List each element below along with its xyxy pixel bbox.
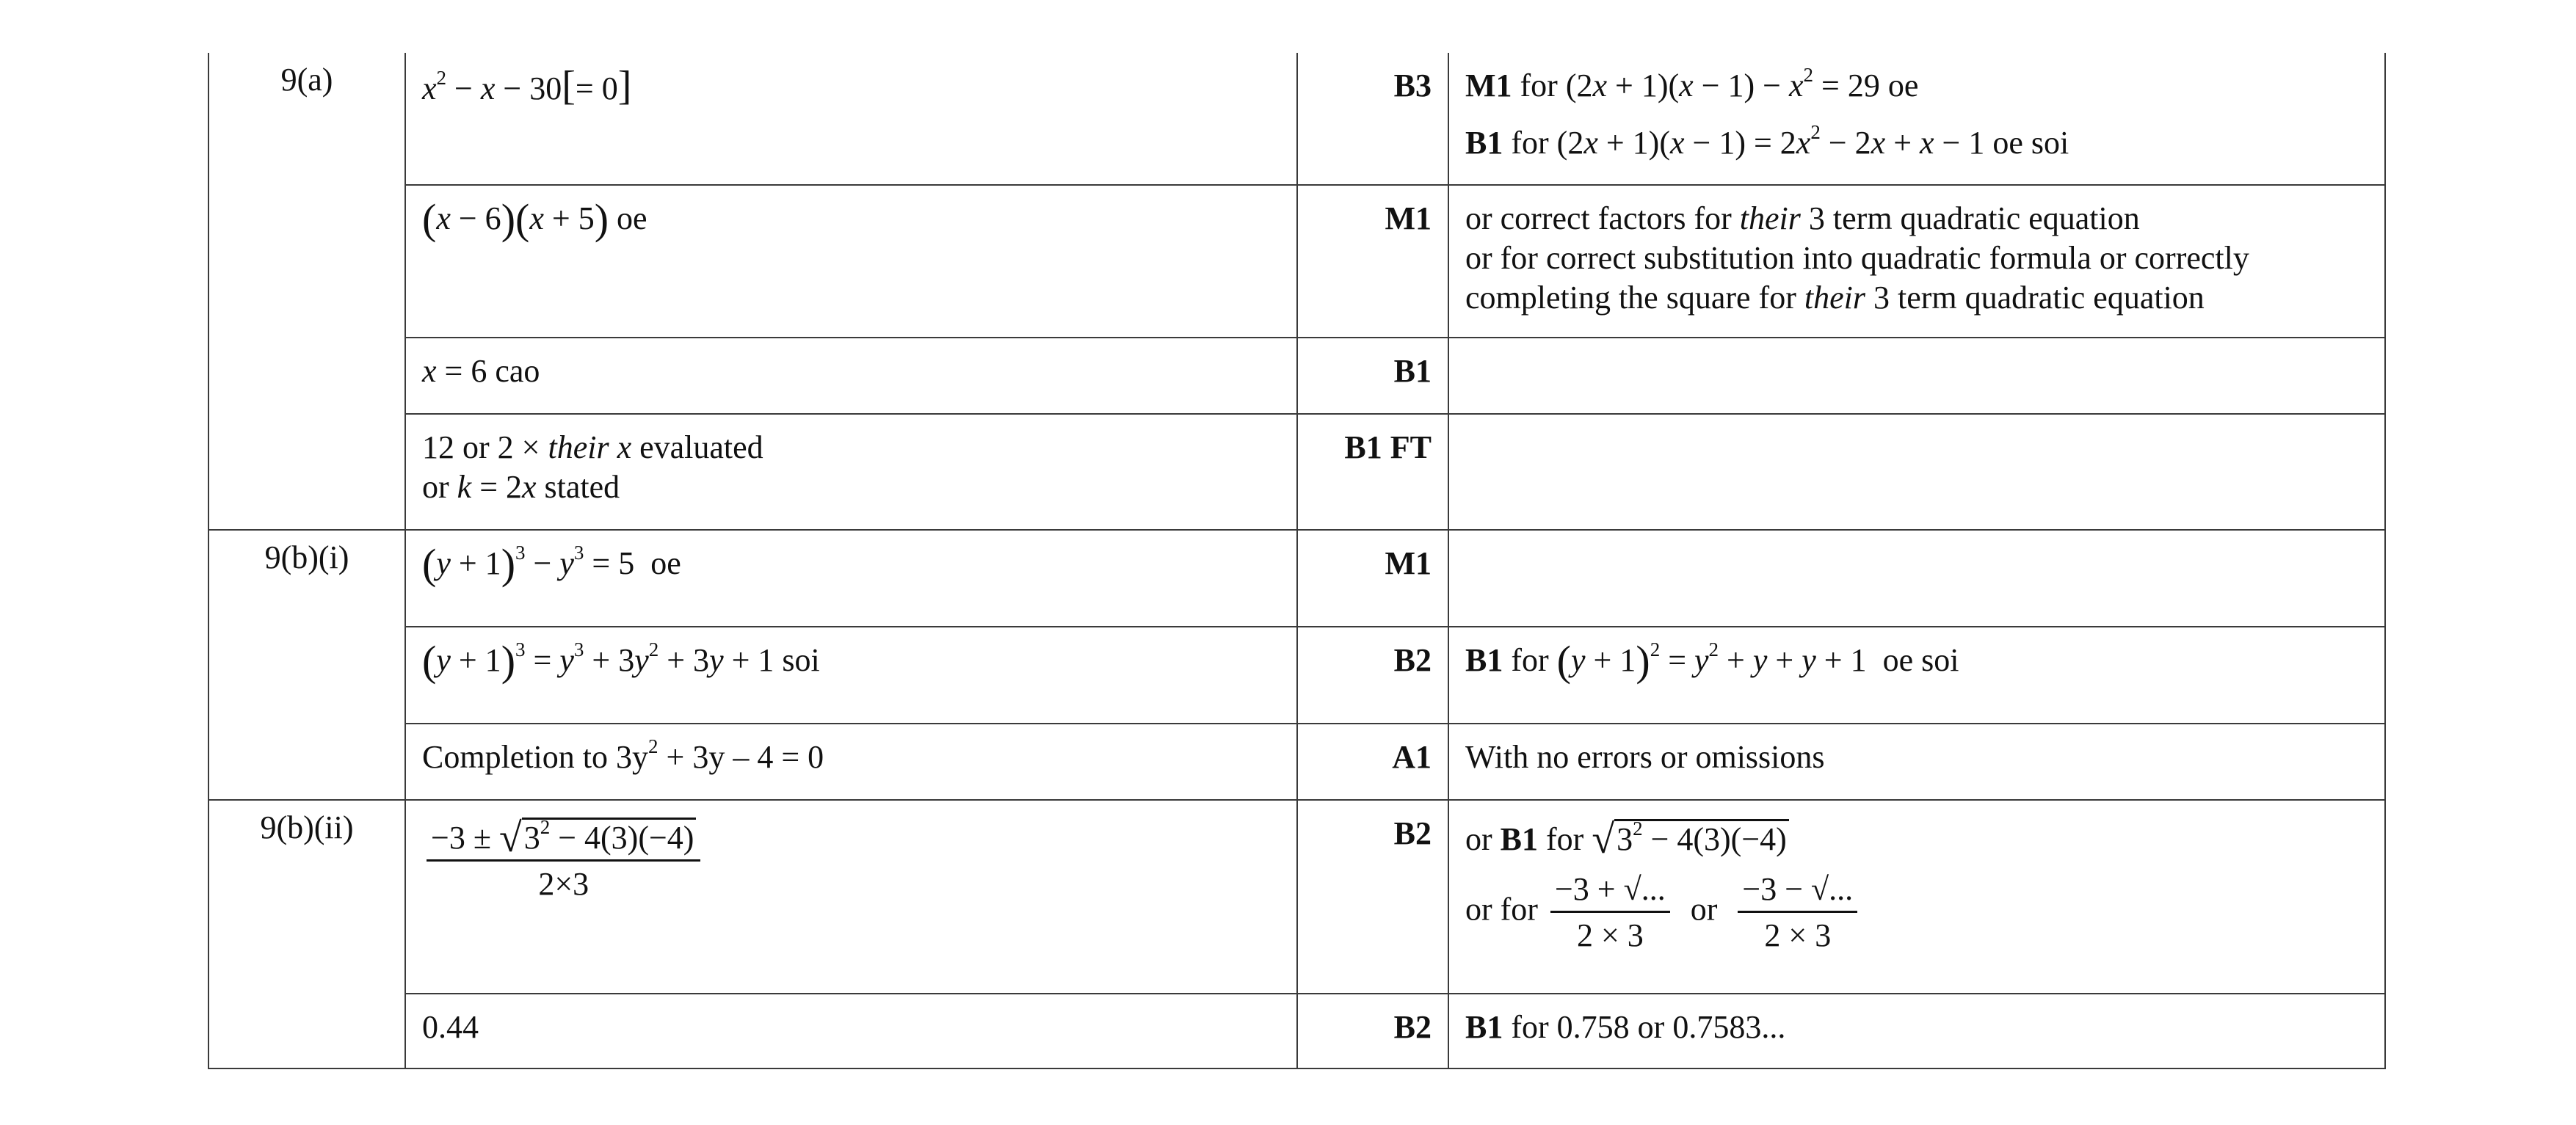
mark-cell: B2 bbox=[1297, 994, 1448, 1068]
table-row bbox=[208, 414, 2385, 530]
answer-text: 0.44 bbox=[422, 1009, 479, 1045]
guidance-cell: B1 for $(y + 1)^2 = y^2 + y + y + 1$ oe soi bbox=[1448, 627, 2385, 724]
guidance-cell bbox=[1448, 53, 2385, 185]
table-row bbox=[208, 627, 2385, 724]
guidance-line: M1 for $(2x + 1)(x - 1) - x^2 = 29$ oe bbox=[1465, 64, 1919, 103]
answer-cell: x = 6 cao bbox=[405, 338, 1297, 414]
guidance-cell bbox=[1448, 800, 2385, 994]
table-row bbox=[208, 185, 2385, 338]
table-row bbox=[208, 724, 2385, 800]
guidance-cell bbox=[1448, 530, 2385, 627]
table-row bbox=[208, 994, 2385, 1068]
guidance-cell bbox=[1448, 338, 2385, 414]
answer-cell bbox=[405, 800, 1297, 994]
mark-cell: M1 bbox=[1297, 185, 1448, 338]
mark-cell: B1 bbox=[1297, 338, 1448, 414]
mark-cell: B1 FT bbox=[1297, 414, 1448, 530]
answer-cell: $(y + 1)^3 = y^3 + 3y^2 + 3y + 1$ soi bbox=[405, 627, 1297, 724]
guidance-line: or for $\frac{-3 + √...}{2 \times 3}$ or $\frac{-3 - √...}{2 \times 3}$ bbox=[1465, 870, 2368, 955]
table-row bbox=[208, 338, 2385, 414]
table-row bbox=[208, 530, 2385, 627]
mark-cell: B2 bbox=[1297, 627, 1448, 724]
mark-cell: B3 bbox=[1297, 53, 1448, 185]
guidance-line: completing the square for their 3 term quadratic equation bbox=[1465, 280, 2205, 316]
mark-cell: B2 bbox=[1297, 800, 1448, 994]
guidance-line: or for correct substitution into quadratic formula or correctly bbox=[1465, 240, 2249, 276]
question-number: 9(b)(i) bbox=[208, 530, 405, 800]
guidance-line: or correct factors for their 3 term quadratic equation bbox=[1465, 200, 2140, 236]
question-number: 9(a) bbox=[208, 53, 405, 530]
answer-cell: $x^2 - x - 30[= 0]$ bbox=[405, 53, 1297, 185]
guidance-line: B1 for $(2x + 1)(x - 1) = 2x^2 - 2x + x - 1$ oe soi bbox=[1465, 121, 2069, 161]
guidance-cell bbox=[1448, 185, 2385, 338]
guidance-cell: B1 for 0.758 or 0.7583... bbox=[1448, 994, 2385, 1068]
table-row bbox=[208, 53, 2385, 185]
mark-cell: M1 bbox=[1297, 530, 1448, 627]
mark-scheme-table bbox=[208, 53, 2386, 1069]
table-row bbox=[208, 800, 2385, 994]
guidance-line: or B1 for $√3^2 - 4(3)(-4)$ bbox=[1465, 820, 2368, 859]
answer-cell: 12 or 2 × their x evaluated or k = 2x stated bbox=[405, 414, 1297, 530]
question-number: 9(b)(ii) bbox=[208, 800, 405, 1068]
guidance-cell bbox=[1448, 414, 2385, 530]
answer-cell: (x − 6)(x + 5) oe bbox=[405, 185, 1297, 338]
answer-cell: Completion to $3y^2 + 3y - 4 = 0$ bbox=[405, 724, 1297, 800]
guidance-line: With no errors or omissions bbox=[1465, 739, 1825, 775]
quadratic-formula: $\frac{-3 \pm √3^2 - 4(3)(-4)}{2\times 3}$ bbox=[427, 818, 700, 904]
guidance-cell bbox=[1448, 724, 2385, 800]
answer-cell bbox=[405, 994, 1297, 1068]
mark-cell: A1 bbox=[1297, 724, 1448, 800]
answer-cell: $(y + 1)^3 - y^3 = 5$ oe bbox=[405, 530, 1297, 627]
